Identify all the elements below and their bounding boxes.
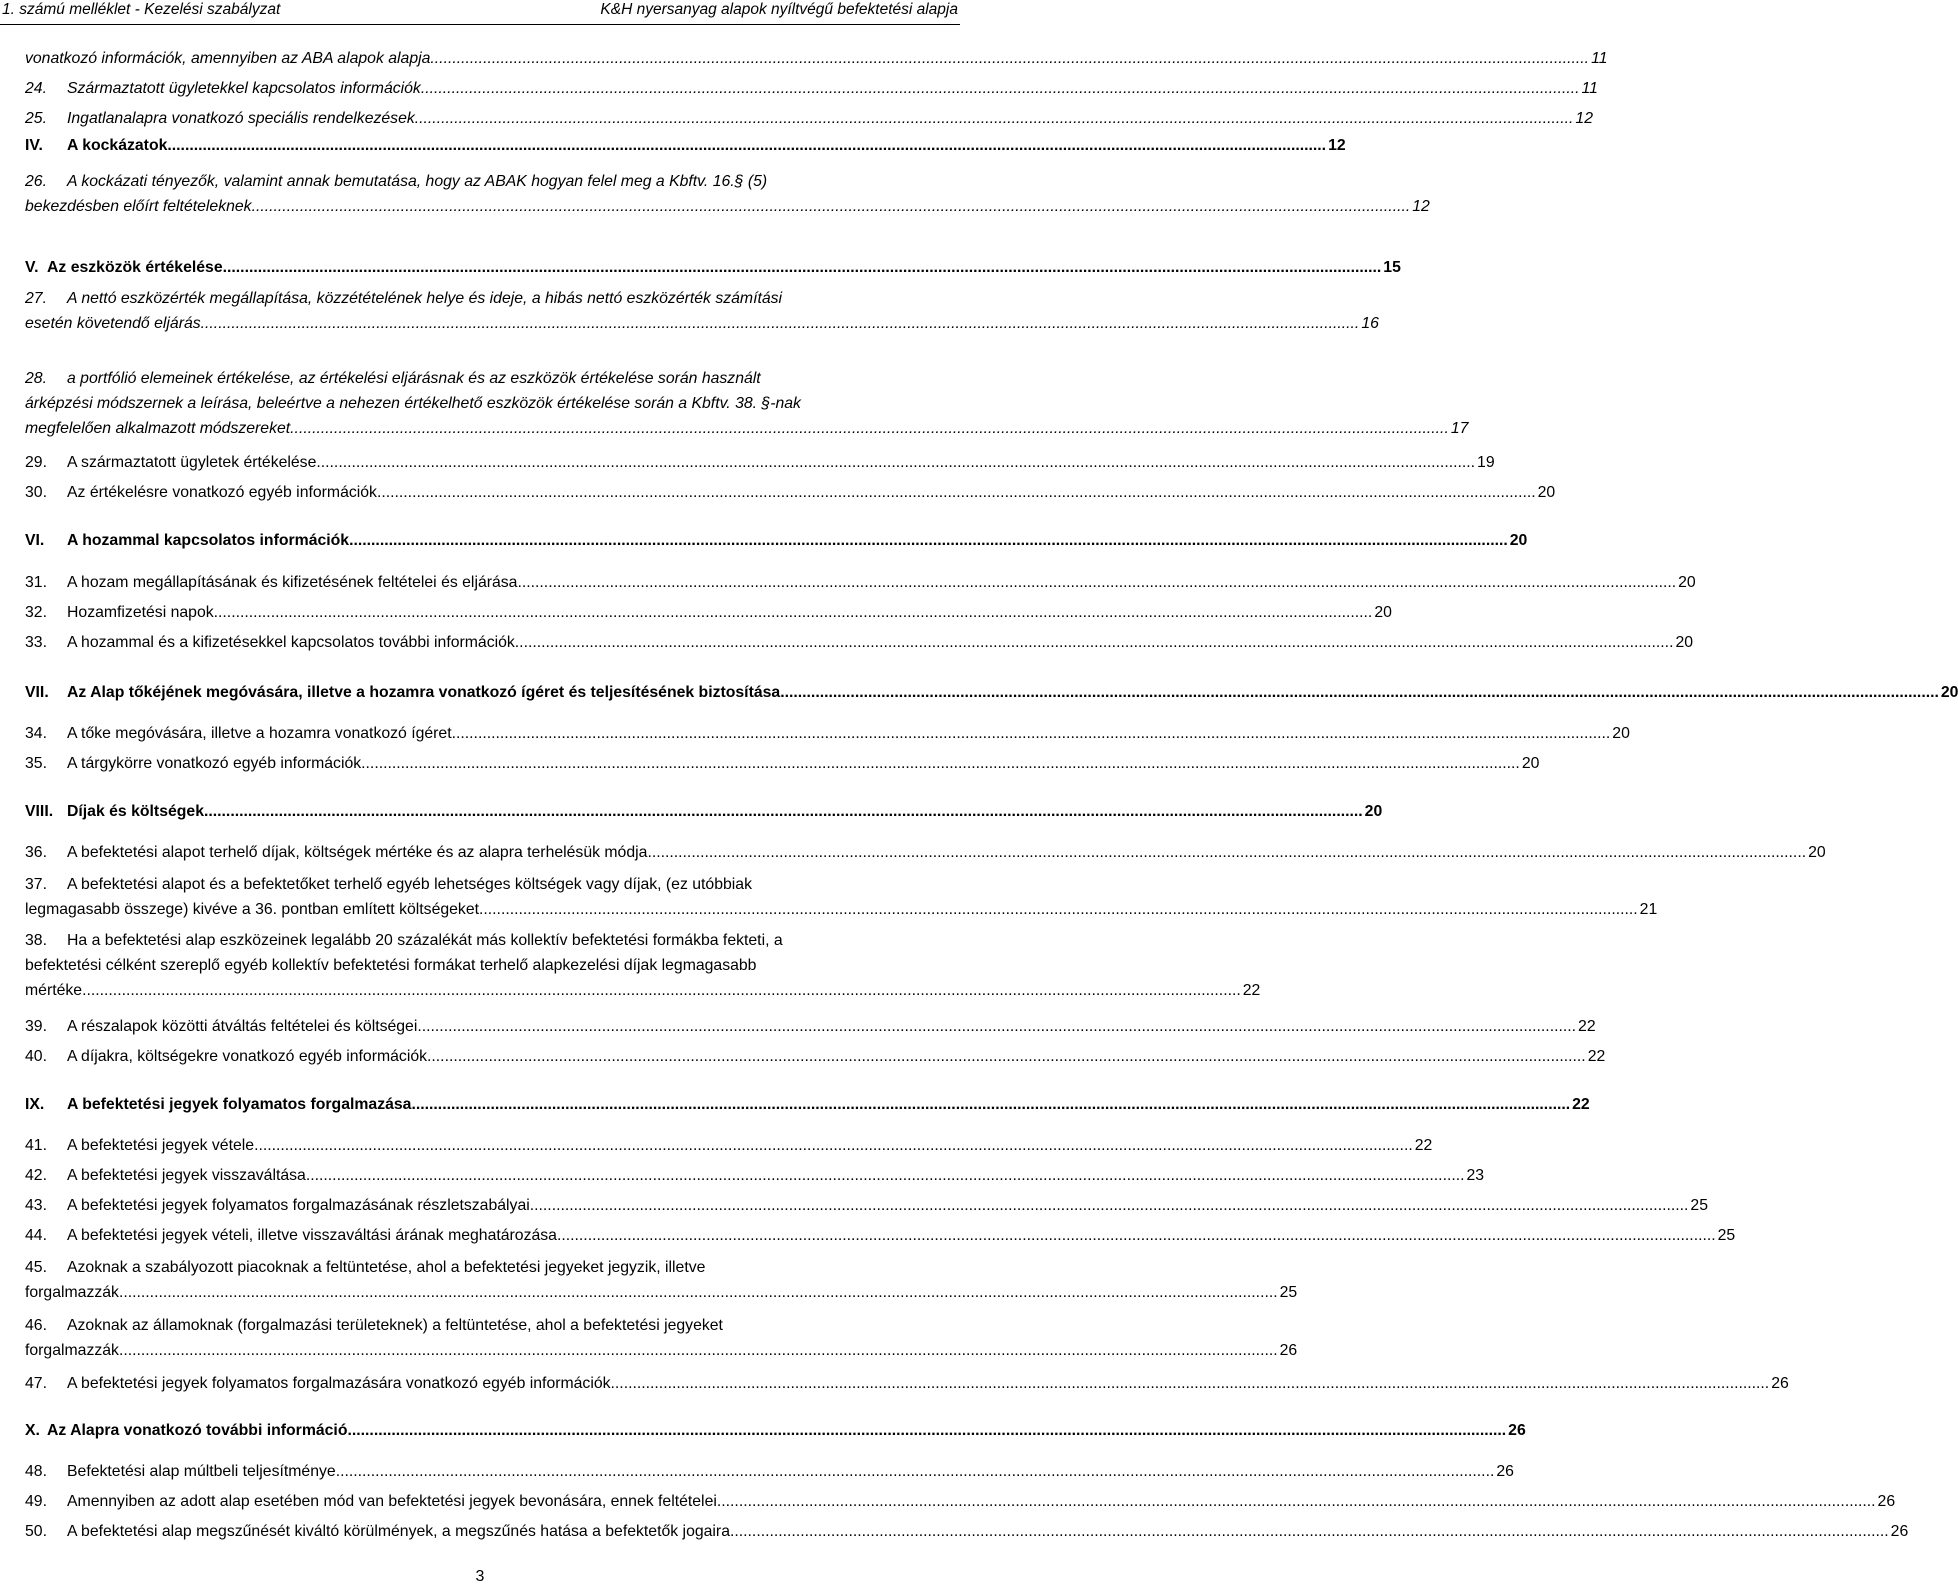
toc-entry-title: Amennyiben az adott alap esetében mód van befektetési jegyek bevonására, ennek feltételei [67, 1493, 717, 1510]
toc-leader-dots [349, 528, 1508, 553]
toc-entry[interactable] [25, 366, 1469, 441]
header-fund-name: K&H nyersanyag alapok nyíltvégű befektetési alapja [600, 1, 958, 18]
toc-entry-number: 36. [25, 844, 47, 861]
toc-page-number: 25 [1279, 1284, 1298, 1301]
toc-leader-dots [201, 311, 1360, 336]
toc-leader-dots [557, 1223, 1716, 1248]
toc-entry-title: megfelelően alkalmazott módszereket [25, 420, 291, 437]
toc-entry-title: A hozammal és a kifizetésekkel kapcsolatos további információk [67, 634, 515, 651]
toc-page-number: 20 [1364, 803, 1383, 820]
toc-page-number: 21 [1639, 901, 1658, 918]
toc-entry[interactable] [25, 480, 1556, 505]
toc-entry[interactable] [25, 169, 1430, 219]
toc-entry-number: 32. [25, 604, 47, 621]
toc-entry-number: 30. [25, 484, 47, 501]
toc-leader-dots [290, 416, 1449, 441]
toc-entry-number: 46. [25, 1317, 47, 1334]
toc-entry-number: 50. [25, 1523, 47, 1540]
toc-page-number: 26 [1771, 1375, 1789, 1392]
toc-entry[interactable] [25, 255, 1401, 280]
toc-entry[interactable] [25, 872, 1658, 922]
toc-entry-title: Az értékelésre vonatkozó egyéb információk [67, 484, 377, 501]
toc-leader-dots [204, 799, 1363, 824]
toc-entry[interactable] [25, 840, 1826, 865]
toc-entry-number: 38. [25, 932, 47, 949]
toc-page-number: 11 [1591, 50, 1608, 67]
toc-leader-dots [517, 570, 1676, 595]
toc-leader-dots [316, 450, 1475, 475]
toc-entry-number: 41. [25, 1137, 47, 1154]
toc-entry-title: Az Alap tőkéjének megóvására, illetve a hozamra vonatkozó ígéret és teljesítésének biztosítása [67, 684, 781, 701]
toc-entry-title: Származtatott ügyletekkel kapcsolatos információk [67, 80, 421, 97]
toc-entry-title: A befektetési jegyek folyamatos forgalmazása [67, 1096, 412, 1113]
toc-entry-title: A befektetési alap megszűnését kiváltó körülmények, a megszűnés hatása a befektetők jogaira [67, 1523, 730, 1540]
toc-entry[interactable] [25, 1193, 1708, 1218]
page-header [0, 0, 960, 25]
toc-entry-title: Azoknak az államoknak (forgalmazási területeknek) a feltüntetése, ahol a befektetési jegyeket [67, 1317, 723, 1334]
toc-entry-number: VII. [25, 684, 49, 701]
toc-entry[interactable] [25, 1459, 1514, 1484]
toc-entry-title: befektetési célként szereplő egyéb kollektív befektetési formákat terhelő alapkezelési díjak legmagasabb [25, 957, 757, 974]
toc-entry[interactable] [25, 799, 1383, 824]
toc-entry[interactable] [25, 1133, 1433, 1158]
toc-page-number: 20 [1374, 604, 1392, 621]
toc-page-number: 26 [1890, 1523, 1909, 1540]
toc-entry-title: A befektetési alapot és a befektetőket terhelő egyéb lehetséges költségek vagy díjak, (ez utóbbiak [67, 876, 752, 893]
toc-entry-number: 39. [25, 1018, 47, 1035]
toc-leader-dots [717, 1489, 1876, 1514]
toc-leader-dots [452, 721, 1611, 746]
toc-page-number: 23 [1466, 1167, 1485, 1184]
toc-page-number: 20 [1509, 532, 1528, 549]
toc-leader-dots [254, 1133, 1413, 1158]
toc-page-number: 22 [1572, 1096, 1590, 1113]
toc-entry-title: esetén követendő eljárás [25, 315, 201, 332]
toc-entry-number: 27. [25, 290, 47, 307]
toc-page-number: 26 [1508, 1422, 1526, 1439]
toc-entry-number: IX. [25, 1096, 45, 1113]
toc-page-number: 20 [1521, 755, 1540, 772]
toc-entry-number: X. [25, 1422, 40, 1439]
toc-entry-number: 24. [25, 80, 47, 97]
toc-entry[interactable] [25, 76, 1598, 101]
toc-entry-title: A kockázatok [67, 137, 168, 154]
toc-leader-dots [647, 840, 1806, 865]
toc-page-number: 25 [1717, 1227, 1736, 1244]
toc-entry-title: A származtatott ügyletek értékelése [67, 454, 317, 471]
toc-entry-number: 42. [25, 1167, 47, 1184]
toc-entry[interactable] [25, 1092, 1590, 1117]
toc-page-number: 16 [1361, 315, 1379, 332]
toc-leader-dots [427, 1044, 1586, 1069]
toc-leader-dots [306, 1163, 1465, 1188]
toc-leader-dots [611, 1371, 1770, 1396]
toc-leader-dots [515, 630, 1674, 655]
toc-entry-number: 48. [25, 1463, 47, 1480]
toc-entry-number: 33. [25, 634, 47, 651]
toc-entry-title: A részalapok közötti átváltás feltételei és költségei [67, 1018, 418, 1035]
toc-entry[interactable] [25, 450, 1495, 475]
toc-entry-number: 44. [25, 1227, 47, 1244]
toc-page-number: 20 [1808, 844, 1826, 861]
toc-entry-title: forgalmazzák [25, 1342, 119, 1359]
toc-entry-title: A befektetési jegyek vételi, illetve visszaváltási árának meghatározása [67, 1227, 557, 1244]
toc-page-number: 12 [1575, 110, 1593, 127]
toc-leader-dots [430, 46, 1589, 71]
toc-entry-title: legmagasabb összege) kivéve a 36. pontban említett költségeket [25, 901, 479, 918]
toc-entry-title: A hozammal kapcsolatos információk [67, 532, 350, 549]
toc-leader-dots [479, 897, 1638, 922]
toc-entry[interactable] [25, 570, 1696, 595]
toc-page-number: 26 [1279, 1342, 1298, 1359]
toc-entry-title: A befektetési jegyek folyamatos forgalmazására vonatkozó egyéb információk [67, 1375, 611, 1392]
toc-leader-dots [780, 680, 1939, 705]
toc-entry[interactable] [25, 1418, 1526, 1443]
toc-entry-number: 37. [25, 876, 47, 893]
toc-leader-dots [530, 1193, 1689, 1218]
toc-entry-title: A befektetési jegyek folyamatos forgalmazásának részletszabályai [67, 1197, 530, 1214]
toc-page-number: 19 [1477, 454, 1495, 471]
toc-entry-title: mértéke [25, 982, 83, 999]
toc-entry-title: Ingatlanalapra vonatkozó speciális rendelkezések [67, 110, 415, 127]
toc-entry-number: 35. [25, 755, 47, 772]
toc-entry[interactable] [25, 46, 1608, 71]
toc-entry-number: VIII. [25, 803, 54, 820]
toc-entry[interactable] [25, 1163, 1485, 1188]
toc-entry-number: 49. [25, 1493, 47, 1510]
toc-page-number: 17 [1450, 420, 1469, 437]
toc-entry-number: 25. [25, 110, 47, 127]
toc-page-number: 12 [1412, 198, 1430, 215]
toc-entry-number: V. [25, 259, 39, 276]
toc-leader-dots [223, 255, 1382, 280]
toc-entry[interactable] [25, 721, 1630, 746]
toc-entry[interactable] [25, 630, 1694, 655]
toc-leader-dots [421, 76, 1580, 101]
toc-leader-dots [417, 1014, 1576, 1039]
toc-entry-number: 29. [25, 454, 47, 471]
toc-entry-title: Azoknak a szabályozott piacoknak a feltüntetése, ahol a befektetési jegyeket jegyzik, illetve [67, 1259, 706, 1276]
toc-entry-title: Hozamfizetési napok [67, 604, 214, 621]
toc-page-number: 11 [1581, 80, 1598, 97]
toc-entry-title: Az Alapra vonatkozó további információ [47, 1422, 348, 1439]
toc-leader-dots [252, 194, 1411, 219]
toc-page-number: 20 [1678, 574, 1696, 591]
toc-entry[interactable] [25, 680, 1958, 705]
toc-page-number: 20 [1612, 725, 1630, 742]
toc-entry-title: A befektetési alapot terhelő díjak, költségek mértéke és az alapra terhelésük módja [67, 844, 648, 861]
toc-leader-dots [214, 600, 1373, 625]
toc-entry-title: árképzési módszernek a leírása, beleértve a nehezen értékelhető eszközök értékelése során a Kbftv. 38. §-nak [25, 395, 801, 412]
toc-entry-title: A kockázati tényezők, valamint annak bemutatása, hogy az ABAK hogyan felel meg a Kbftv. 16.§ (5) [67, 173, 768, 190]
toc-entry-title: A tőke megóvására, illetve a hozamra vonatkozó ígéret [67, 725, 452, 742]
toc-entry[interactable] [25, 751, 1540, 776]
toc-entry[interactable] [25, 286, 1379, 336]
toc-leader-dots [415, 106, 1574, 131]
toc-entry-title: forgalmazzák [25, 1284, 119, 1301]
toc-entry[interactable] [25, 528, 1528, 553]
toc-entry-number: VI. [25, 532, 45, 549]
toc-leader-dots [377, 480, 1536, 505]
toc-page-number: 22 [1587, 1048, 1606, 1065]
toc-entry-number: 45. [25, 1259, 47, 1276]
toc-entry-number: 34. [25, 725, 47, 742]
toc-entry[interactable] [25, 1489, 1896, 1514]
toc-entry-title: Ha a befektetési alap eszközeinek legalább 20 százalékát más kollektív befektetési formákba fekteti, a [67, 932, 783, 949]
toc-entry[interactable] [25, 600, 1392, 625]
toc-leader-dots [167, 133, 1326, 158]
toc-entry[interactable] [25, 106, 1593, 131]
toc-page-number: 20 [1537, 484, 1556, 501]
toc-entry-number: 43. [25, 1197, 47, 1214]
toc-entry-title: A nettó eszközérték megállapítása, közzétételének helye és ideje, a hibás nettó eszközérték számítási [67, 290, 783, 307]
toc-entry-number: 26. [25, 173, 47, 190]
toc-entry[interactable] [25, 1313, 1298, 1363]
toc-entry-title: Befektetési alap múltbeli teljesítménye [67, 1463, 336, 1480]
toc-page-number: 22 [1578, 1018, 1596, 1035]
header-document-title: 1. számú melléklet - Kezelési szabályzat [2, 1, 281, 18]
toc-leader-dots [411, 1092, 1570, 1117]
toc-entry-title: A befektetési jegyek vétele [67, 1137, 255, 1154]
page-number: 3 [475, 1568, 485, 1585]
toc-entry[interactable] [25, 1255, 1298, 1305]
toc-entry[interactable] [25, 1014, 1596, 1039]
toc-page-number: 26 [1496, 1463, 1514, 1480]
toc-entry-title: a portfólió elemeinek értékelése, az értékelési eljárásnak és az eszközök értékelése során használt [67, 370, 761, 387]
toc-leader-dots [336, 1459, 1495, 1484]
toc-entry-number: 31. [25, 574, 47, 591]
toc-leader-dots [730, 1519, 1889, 1544]
toc-entry-number: 47. [25, 1375, 47, 1392]
toc-page-number: 22 [1242, 982, 1261, 999]
toc-entry-number: 40. [25, 1048, 47, 1065]
toc-entry[interactable] [25, 1371, 1789, 1396]
toc-page-number: 22 [1414, 1137, 1433, 1154]
toc-entry[interactable] [25, 928, 1261, 1003]
toc-entry-title: Az eszközök értékelése [47, 259, 223, 276]
toc-entry-title: A díjakra, költségekre vonatkozó egyéb információk [67, 1048, 428, 1065]
toc-entry[interactable] [25, 1044, 1606, 1069]
toc-leader-dots [361, 751, 1520, 776]
toc-entry[interactable] [25, 133, 1346, 158]
toc-entry-title: bekezdésben előírt feltételeknek [25, 198, 252, 215]
toc-page-number: 12 [1328, 137, 1346, 154]
toc-page-number: 15 [1383, 259, 1401, 276]
toc-page-number: 25 [1690, 1197, 1708, 1214]
toc-entry-title: A hozam megállapításának és kifizetésének feltételei és eljárása [67, 574, 518, 591]
toc-entry-title: vonatkozó információk, amennyiben az ABA alapok alapja [25, 50, 431, 67]
toc-leader-dots [119, 1338, 1278, 1363]
toc-page-number: 20 [1940, 684, 1958, 701]
toc-entry-title: A befektetési jegyek visszaváltása [67, 1167, 306, 1184]
toc-entry-number: IV. [25, 137, 43, 154]
toc-page-number: 20 [1675, 634, 1694, 651]
toc-entry-number: 28. [25, 370, 47, 387]
toc-leader-dots [119, 1280, 1278, 1305]
toc-entry-title: A tárgykörre vonatkozó egyéb információk [67, 755, 362, 772]
toc-entry[interactable] [25, 1519, 1909, 1544]
toc-page-number: 26 [1877, 1493, 1896, 1510]
toc-leader-dots [82, 978, 1241, 1003]
toc-entry-title: Díjak és költségek [67, 803, 204, 820]
toc-entry[interactable] [25, 1223, 1736, 1248]
toc-leader-dots [347, 1418, 1506, 1443]
